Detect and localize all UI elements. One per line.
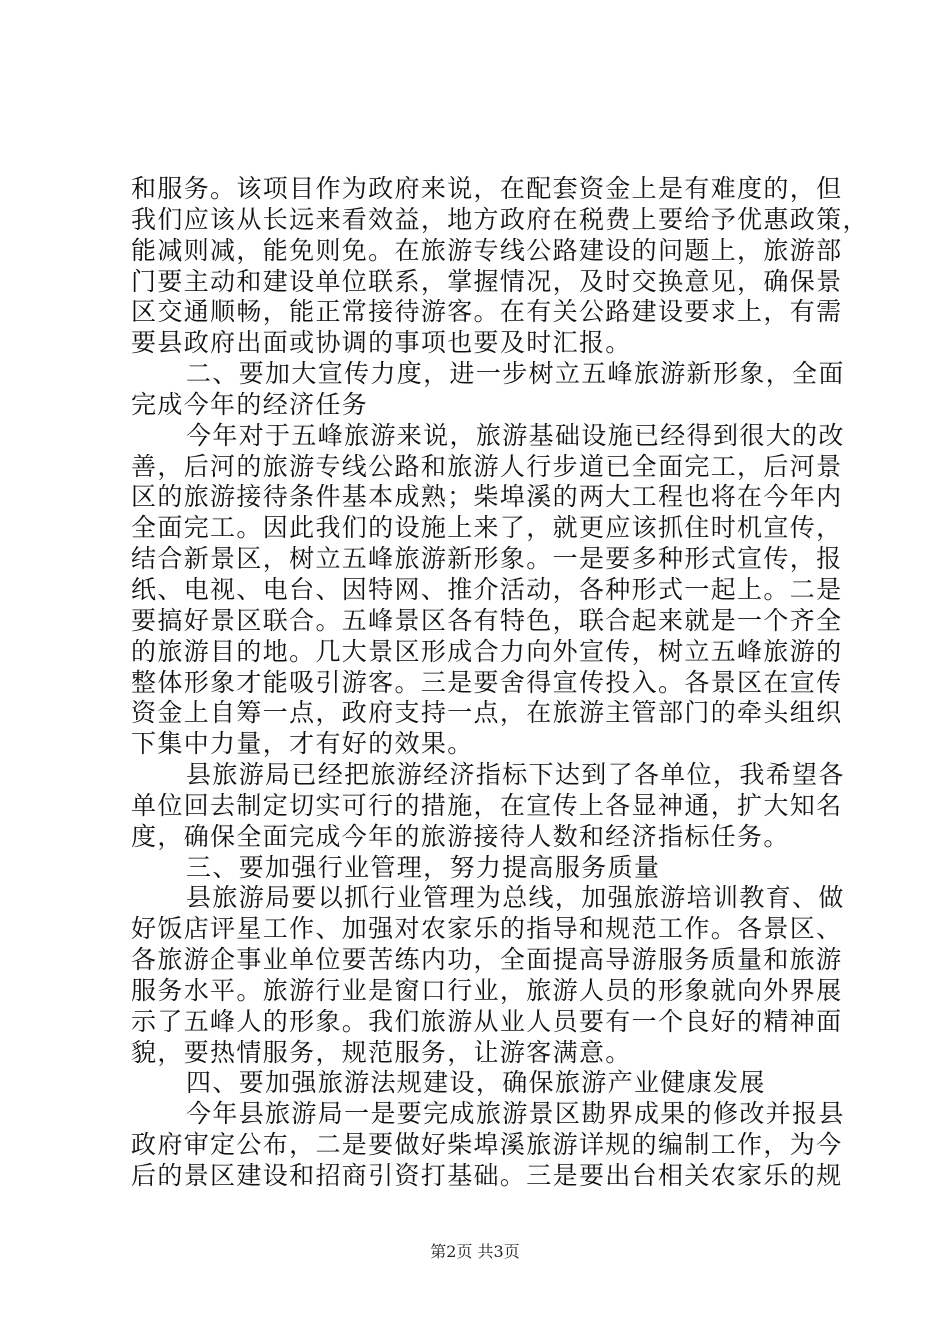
text-line: 今年对于五峰旅游来说，旅游基础设施已经得到很大的改	[186, 420, 845, 450]
text-line: 整体形象才能吸引游客。三是要舍得宣传投入。各景区在宣传	[131, 667, 843, 697]
text-line: 后的景区建设和招商引资打基础。三是要出台相关农家乐的规	[131, 1161, 843, 1190]
text-line: 我们应该从长远来看效益，地方政府在税费上要给予优惠政策，	[131, 204, 869, 234]
text-line: 县旅游局已经把旅游经济指标下达到了各单位，我希望各	[186, 760, 845, 790]
text-line: 和服务。该项目作为政府来说，在配套资金上是有难度的，但	[131, 174, 843, 203]
text-line: 完成今年的经济任务	[131, 389, 369, 419]
text-line: 单位回去制定切实可行的措施，在宣传上各显神通，扩大知名	[131, 790, 843, 820]
text-line: 政府审定公布，二是要做好柴埠溪旅游详规的编制工作，为今	[131, 1130, 843, 1160]
text-line: 能减则减，能免则免。在旅游专线公路建设的问题上，旅游部	[131, 235, 843, 265]
text-line: 资金上自筹一点，政府支持一点，在旅游主管部门的牵头组织	[131, 698, 843, 728]
text-line: 度，确保全面完成今年的旅游接待人数和经济指标任务。	[131, 821, 790, 851]
page-footer: 第2页 共3页	[430, 1242, 520, 1261]
text-line: 纸、电视、电台、因特网、推介活动，各种形式一起上。二是	[131, 574, 843, 604]
text-line: 区的旅游接待条件基本成熟；柴埠溪的两大工程也将在今年内	[131, 482, 843, 512]
text-line: 善，后河的旅游专线公路和旅游人行步道已全面完工，后河景	[131, 451, 843, 481]
text-line: 县旅游局要以抓行业管理为总线，加强旅游培训教育、做	[186, 883, 845, 913]
text-line: 服务水平。旅游行业是窗口行业，旅游人员的形象就向外界展	[131, 975, 843, 1005]
text-line: 门要主动和建设单位联系，掌握情况，及时交换意见，确保景	[131, 266, 843, 296]
text-line: 要县政府出面或协调的事项也要及时汇报。	[131, 328, 632, 358]
text-line: 二、要加大宣传力度，进一步树立五峰旅游新形象，全面	[186, 359, 845, 389]
text-line: 区交通顺畅，能正常接待游客。在有关公路建设要求上，有需	[131, 297, 843, 327]
text-line: 全面完工。因此我们的设施上来了，就更应该抓住时机宣传，	[131, 513, 843, 543]
text-line: 各旅游企事业单位要苦练内功，全面提高导游服务质量和旅游	[131, 945, 843, 975]
text-line: 结合新景区，树立五峰旅游新形象。一是要多种形式宣传，报	[131, 544, 843, 574]
text-line: 要搞好景区联合。五峰景区各有特色，联合起来就是一个齐全	[131, 605, 843, 635]
text-line: 示了五峰人的形象。我们旅游从业人员要有一个良好的精神面	[131, 1006, 843, 1036]
text-line: 貌，要热情服务，规范服务，让游客满意。	[131, 1037, 632, 1067]
text-line: 下集中力量，才有好的效果。	[131, 729, 474, 759]
document-body	[131, 174, 869, 1192]
text-line: 三、要加强行业管理，努力提高服务质量	[186, 852, 661, 882]
text-line: 今年县旅游局一是要完成旅游景区勘界成果的修改并报县	[186, 1099, 845, 1129]
text-line: 的旅游目的地。几大景区形成合力向外宣传，树立五峰旅游的	[131, 636, 843, 666]
text-line: 好饭店评星工作、加强对农家乐的指导和规范工作。各景区、	[131, 914, 843, 944]
text-line: 四、要加强旅游法规建设，确保旅游产业健康发展	[186, 1068, 766, 1098]
